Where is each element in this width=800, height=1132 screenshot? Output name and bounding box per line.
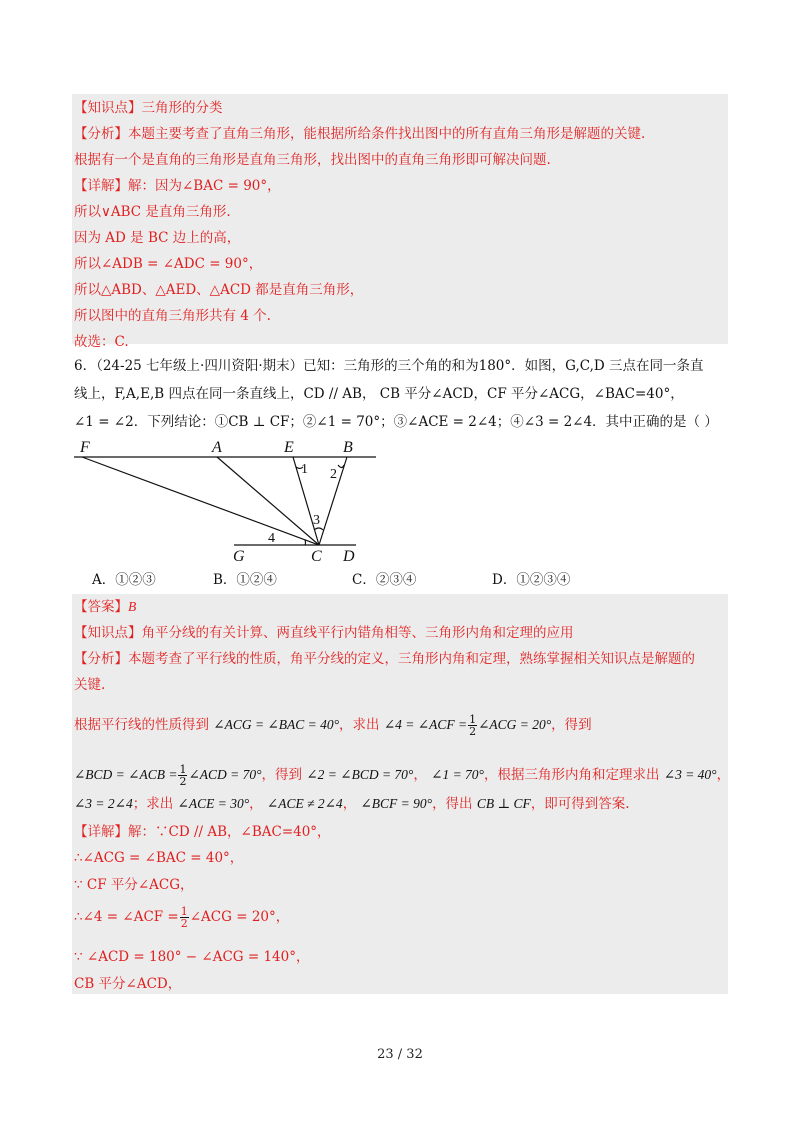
angle-arc-4 xyxy=(305,540,306,545)
knowledge-point-1: 【知识点】三角形的分类 xyxy=(74,100,223,116)
question-line2: 线上，F,A,E,B 四点在同一条直线上，CD // AB， CB 平分∠ACD，CF 平分∠ACG，∠BAC=40°， xyxy=(74,386,684,402)
analysis-2-cont: 关键. xyxy=(74,677,106,693)
label-a: A xyxy=(212,439,222,456)
angle-label-2: 2 xyxy=(330,467,337,482)
question-line3: ∠1 = ∠2．下列结论：①CB ⊥ CF；②∠1 = 70°；③∠ACE = 2∠4；④∠3 = 2∠4．其中正确的是（ ） xyxy=(74,414,718,430)
label-f: F xyxy=(80,439,90,456)
detail-1-line6: 故选：C. xyxy=(74,334,129,350)
detail-1-line3: 所以∠ADB = ∠ADC = 90°， xyxy=(74,256,263,272)
knowledge-point-2: 【知识点】角平分线的有关计算、两直线平行内错角相等、三角形内角和定理的应用 xyxy=(74,625,574,641)
angle-label-1: 1 xyxy=(301,462,308,477)
angle-arc-2 xyxy=(338,465,344,468)
analysis-1: 【分析】本题主要考查了直角三角形，能根据所给条件找出图中的所有直角三角形是解题的关键. xyxy=(74,126,646,142)
option-d: D．①②③④ xyxy=(492,572,571,588)
detail-1-line2: 因为 AD 是 BC 边上的高， xyxy=(74,230,241,246)
analysis-1-cont: 根据有一个是直角的三角形是直角三角形，找出图中的直角三角形即可解决问题. xyxy=(74,152,551,168)
detail-1-line4: 所以△ABD、△AED、△ACD 都是直角三角形， xyxy=(74,282,364,298)
option-c: C．②③④ xyxy=(352,572,417,588)
option-b: B．①②④ xyxy=(213,572,277,588)
detail-1-line5: 所以图中的直角三角形共有 4 个. xyxy=(74,308,271,324)
detail-2-line2: ∵ CF 平分∠ACG， xyxy=(74,877,194,893)
analysis-2: 【分析】本题考查了平行线的性质，角平分线的定义，三角形内角和定理，熟练掌握相关知识点是解题的 xyxy=(74,651,695,667)
label-g: G xyxy=(233,548,245,565)
detail-2-line5: CB 平分∠ACD， xyxy=(74,976,182,992)
angle-label-3: 3 xyxy=(313,513,320,528)
segment-fc xyxy=(82,457,319,545)
detail-2: 【详解】解：∵CD // AB，∠BAC=40°， xyxy=(74,824,331,840)
analysis-2-line1: 根据平行线的性质得到 ∠ACG = ∠BAC = 40°，求出 ∠4 = ∠ACF = $\frac{1}{2}$ ∠ACG = 20°，得到 xyxy=(74,713,592,738)
detail-2-line4: ∵ ∠ACD = 180° − ∠ACG = 140°， xyxy=(74,949,310,965)
detail-2-line3: ∴∠4 = ∠ACF = $\frac{1}{2}$ ∠ACG = 20°， xyxy=(74,905,290,930)
analysis-2-line2: ∠BCD = ∠ACB = $\frac{1}{2}$ ∠ACD = 70°，得到 ∠2 = ∠BCD = 70°， ∠1 = 70°，根据三角形内角和定理求出 ∠3 = 40°， xyxy=(74,763,731,788)
detail-1-line1: 所以∨ABC 是直角三角形. xyxy=(74,204,231,220)
answer: 【答案】B xyxy=(74,599,137,615)
option-a: A．①②③ xyxy=(92,572,156,588)
label-d: D xyxy=(343,548,355,565)
question-line1: 6．（24-25 七年级上·四川资阳·期末）已知：三角形的三个角的和为180°．如图，G,C,D 三点在同一条直 xyxy=(74,358,704,374)
angle-arc-3 xyxy=(314,528,323,530)
detail-1: 【详解】解：因为∠BAC = 90°， xyxy=(74,178,281,194)
analysis-2-line3: ∠3 = 2∠4；求出 ∠ACE = 30°， ∠ACE ≠ 2∠4， ∠BCF = 90°，得出 CB ⊥ CF，即可得到答案. xyxy=(74,796,630,812)
detail-2-line1: ∴∠ACG = ∠BAC = 40°， xyxy=(74,850,244,866)
label-e: E xyxy=(284,439,294,456)
angle-label-4: 4 xyxy=(268,531,275,546)
label-b: B xyxy=(343,439,353,456)
label-c: C xyxy=(311,548,322,565)
page-number: 23 / 32 xyxy=(377,1047,423,1062)
